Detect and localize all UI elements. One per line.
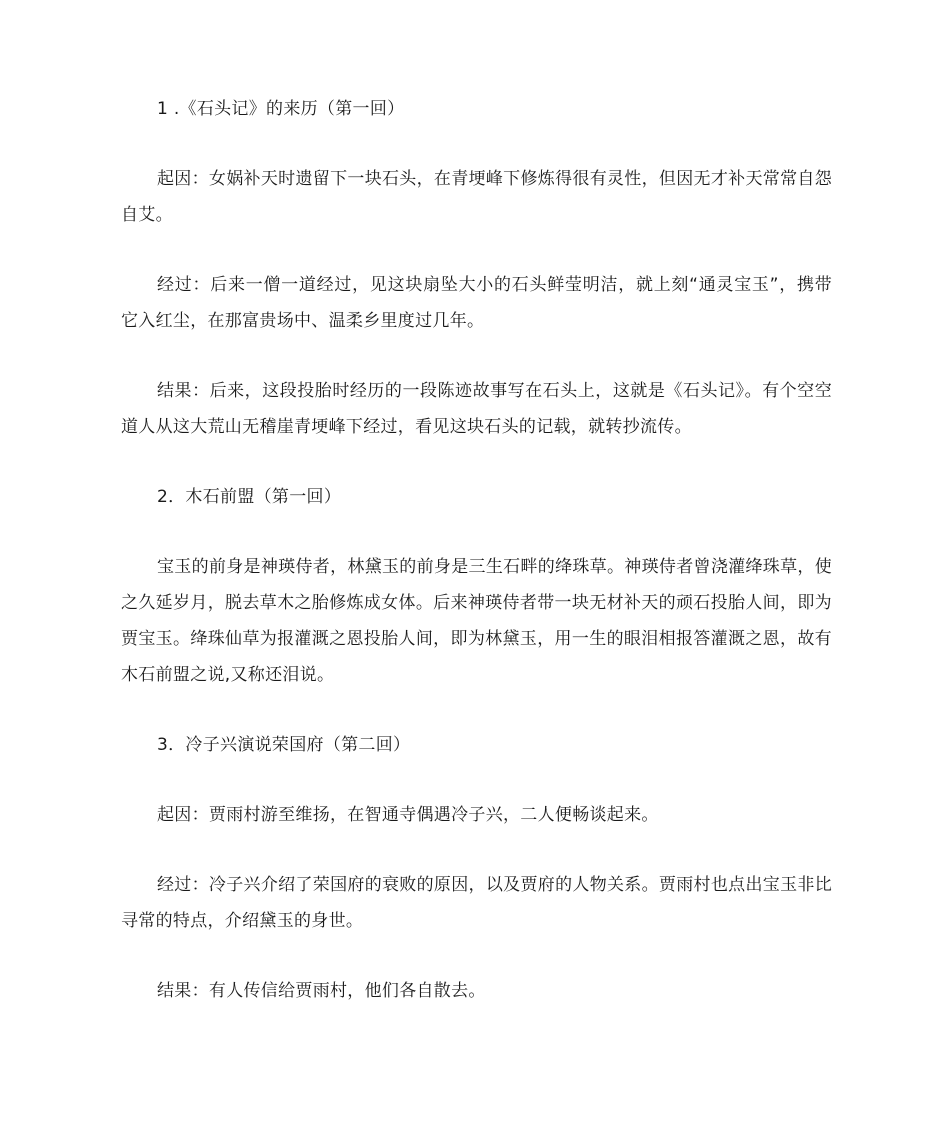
paragraph-result-1: 结果：后来，这段投胎时经历的一段陈迹故事写在石头上，这就是《石头记》。有个空空道人从这大荒山无稽崖青埂峰下经过，看见这块石头的记载，就转抄流传。 (121, 381, 832, 437)
paragraph-cause-1: 起因：女娲补天时遗留下一块石头，在青埂峰下修炼得很有灵性，但因无才补天常常自怨自艾。 (121, 169, 832, 225)
section-heading-3: 3．冷子兴演说荣国府（第二回） (157, 735, 411, 755)
paragraph-cause-3: 起因：贾雨村游至维扬，在智通寺偶遇冷子兴，二人便畅谈起来。 (157, 805, 659, 825)
paragraph-body-2: 宝玉的前身是神瑛侍者，林黛玉的前身是三生石畔的绛珠草。神瑛侍者曾浇灌绛珠草，使之久延岁月，脱去草木之胎修炼成女体。后来神瑛侍者带一块无材补天的顽石投胎人间，即为贾宝玉。绛珠仙草为报灌溉之恩投胎人间，即为林黛玉，用一生的眼泪相报答灌溉之恩，故有木石前盟之说,又称还泪说。 (121, 557, 832, 685)
paragraph-result-3: 结果：有人传信给贾雨村，他们各自散去。 (157, 981, 486, 1001)
paragraph-process-3: 经过：冷子兴介绍了荣国府的衰败的原因，以及贾府的人物关系。贾雨村也点出宝玉非比寻常的特点，介绍黛玉的身世。 (121, 875, 832, 931)
section-heading-1: 1 .《石头记》的来历（第一回） (157, 99, 405, 119)
section-heading-2: 2．木石前盟（第一回） (157, 487, 342, 507)
paragraph-process-1: 经过：后来一僧一道经过，见这块扇坠大小的石头鲜莹明洁，就上刻“通灵宝玉”，携带它入红尘，在那富贵场中、温柔乡里度过几年。 (121, 275, 832, 331)
